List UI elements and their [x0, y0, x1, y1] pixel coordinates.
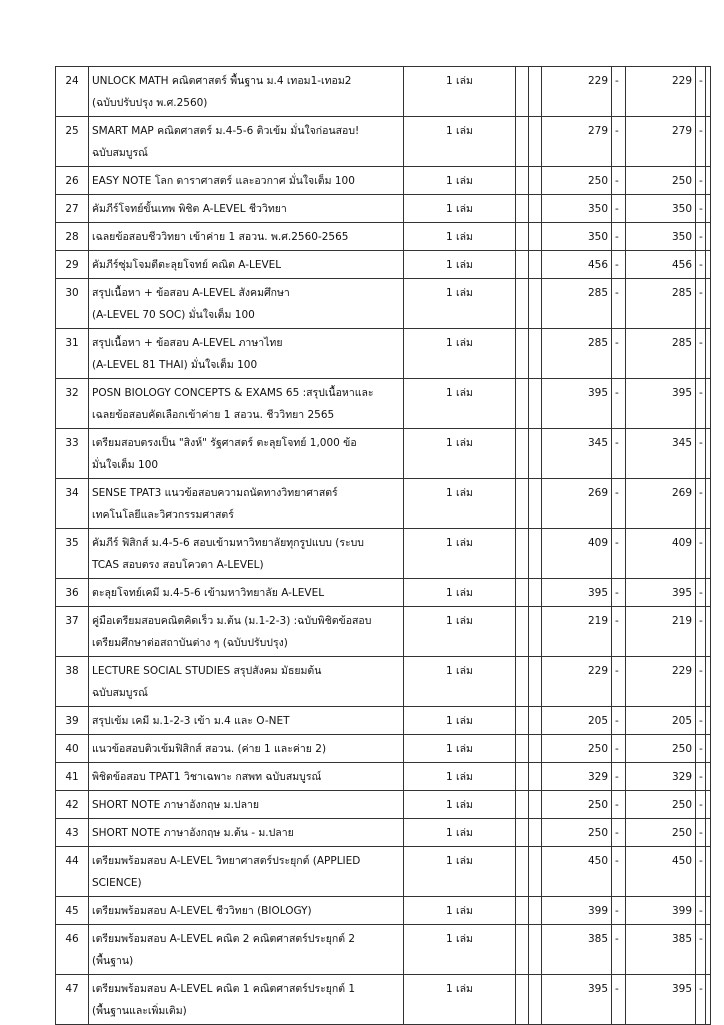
- total-price: 205: [626, 707, 696, 735]
- item-number: 44: [56, 847, 89, 897]
- total-price-dash: -: [696, 707, 706, 735]
- empty-cell: [516, 195, 529, 223]
- table-row: [56, 819, 711, 847]
- empty-cell: [529, 607, 542, 657]
- empty-cell: [529, 167, 542, 195]
- empty-cell: [529, 819, 542, 847]
- empty-cell: [529, 735, 542, 763]
- table-row: [56, 763, 711, 791]
- item-number: 45: [56, 897, 89, 925]
- unit-price: 205: [542, 707, 612, 735]
- item-number: 28: [56, 223, 89, 251]
- book-title: เตรียมพร้อมสอบ A-LEVEL คณิต 1 คณิตศาสตร์ประยุกต์ 1 (พื้นฐานและเพิ่มเติม): [89, 975, 404, 1025]
- book-title: เฉลยข้อสอบชีววิทยา เข้าค่าย 1 สอวน. พ.ศ.2560-2565: [89, 223, 404, 251]
- total-price-dash: -: [696, 223, 706, 251]
- item-number: 35: [56, 529, 89, 579]
- empty-cell: [516, 223, 529, 251]
- empty-cell: [706, 657, 711, 707]
- book-title: EASY NOTE โลก ดาราศาสตร์ และอวกาศ มั่นใจเต็ม 100: [89, 167, 404, 195]
- empty-cell: [516, 117, 529, 167]
- table-row: [56, 529, 711, 579]
- unit-price: 350: [542, 195, 612, 223]
- table-row: [56, 791, 711, 819]
- item-number: 25: [56, 117, 89, 167]
- total-price-dash: -: [696, 251, 706, 279]
- empty-cell: [529, 279, 542, 329]
- table-row: [56, 117, 711, 167]
- unit-price: 285: [542, 279, 612, 329]
- total-price: 285: [626, 279, 696, 329]
- total-price-dash: -: [696, 529, 706, 579]
- unit-price-dash: -: [612, 223, 626, 251]
- item-number: 46: [56, 925, 89, 975]
- quantity: 1 เล่ม: [404, 657, 516, 707]
- total-price-dash: -: [696, 735, 706, 763]
- item-number: 30: [56, 279, 89, 329]
- empty-cell: [529, 657, 542, 707]
- total-price-dash: -: [696, 791, 706, 819]
- empty-cell: [529, 975, 542, 1025]
- quantity: 1 เล่ม: [404, 847, 516, 897]
- quantity: 1 เล่ม: [404, 763, 516, 791]
- book-title: LECTURE SOCIAL STUDIES สรุปสังคม มัธยมต้น ฉบับสมบูรณ์: [89, 657, 404, 707]
- total-price: 250: [626, 167, 696, 195]
- book-title: คัมภีร์ซุ่มโจมตีตะลุยโจทย์ คณิต A-LEVEL: [89, 251, 404, 279]
- quantity: 1 เล่ม: [404, 579, 516, 607]
- total-price-dash: -: [696, 925, 706, 975]
- table-row: [56, 329, 711, 379]
- empty-cell: [516, 657, 529, 707]
- total-price-dash: -: [696, 579, 706, 607]
- unit-price-dash: -: [612, 579, 626, 607]
- empty-cell: [706, 975, 711, 1025]
- unit-price-dash: -: [612, 529, 626, 579]
- quantity: 1 เล่ม: [404, 529, 516, 579]
- unit-price-dash: -: [612, 847, 626, 897]
- empty-cell: [529, 117, 542, 167]
- unit-price: 250: [542, 791, 612, 819]
- empty-cell: [706, 223, 711, 251]
- unit-price: 350: [542, 223, 612, 251]
- empty-cell: [516, 791, 529, 819]
- empty-cell: [706, 897, 711, 925]
- unit-price-dash: -: [612, 279, 626, 329]
- total-price: 395: [626, 579, 696, 607]
- empty-cell: [529, 791, 542, 819]
- table-body: [56, 67, 711, 1025]
- total-price: 395: [626, 975, 696, 1025]
- empty-cell: [516, 707, 529, 735]
- quantity: 1 เล่ม: [404, 479, 516, 529]
- total-price-dash: -: [696, 167, 706, 195]
- book-title: SMART MAP คณิตศาสตร์ ม.4-5-6 ติวเข้ม มั่นใจก่อนสอบ! ฉบับสมบูรณ์: [89, 117, 404, 167]
- empty-cell: [706, 579, 711, 607]
- quantity: 1 เล่ม: [404, 251, 516, 279]
- item-number: 47: [56, 975, 89, 1025]
- empty-cell: [529, 379, 542, 429]
- total-price-dash: -: [696, 975, 706, 1025]
- item-number: 41: [56, 763, 89, 791]
- item-number: 37: [56, 607, 89, 657]
- empty-cell: [706, 167, 711, 195]
- book-title: เตรียมพร้อมสอบ A-LEVEL คณิต 2 คณิตศาสตร์ประยุกต์ 2 (พื้นฐาน): [89, 925, 404, 975]
- unit-price: 399: [542, 897, 612, 925]
- unit-price-dash: -: [612, 791, 626, 819]
- quantity: 1 เล่ม: [404, 897, 516, 925]
- total-price: 409: [626, 529, 696, 579]
- empty-cell: [706, 479, 711, 529]
- total-price-dash: -: [696, 195, 706, 223]
- quantity: 1 เล่ม: [404, 791, 516, 819]
- unit-price-dash: -: [612, 429, 626, 479]
- quantity: 1 เล่ม: [404, 329, 516, 379]
- total-price: 450: [626, 847, 696, 897]
- table-row: [56, 657, 711, 707]
- item-number: 29: [56, 251, 89, 279]
- item-number: 38: [56, 657, 89, 707]
- quantity: 1 เล่ม: [404, 379, 516, 429]
- empty-cell: [516, 479, 529, 529]
- total-price: 399: [626, 897, 696, 925]
- empty-cell: [516, 819, 529, 847]
- total-price: 285: [626, 329, 696, 379]
- item-number: 33: [56, 429, 89, 479]
- table-row: [56, 379, 711, 429]
- total-price-dash: -: [696, 479, 706, 529]
- unit-price: 229: [542, 67, 612, 117]
- empty-cell: [516, 167, 529, 195]
- total-price-dash: -: [696, 763, 706, 791]
- empty-cell: [516, 975, 529, 1025]
- table-row: [56, 429, 711, 479]
- unit-price: 456: [542, 251, 612, 279]
- table-row: [56, 223, 711, 251]
- unit-price: 279: [542, 117, 612, 167]
- empty-cell: [516, 847, 529, 897]
- empty-cell: [706, 529, 711, 579]
- quantity: 1 เล่ม: [404, 67, 516, 117]
- unit-price-dash: -: [612, 975, 626, 1025]
- total-price-dash: -: [696, 897, 706, 925]
- empty-cell: [516, 735, 529, 763]
- book-title: UNLOCK MATH คณิตศาสตร์ พื้นฐาน ม.4 เทอม1-เทอม2 (ฉบับปรับปรุง พ.ศ.2560): [89, 67, 404, 117]
- unit-price-dash: -: [612, 607, 626, 657]
- table-row: [56, 251, 711, 279]
- empty-cell: [706, 847, 711, 897]
- unit-price-dash: -: [612, 819, 626, 847]
- total-price: 279: [626, 117, 696, 167]
- unit-price-dash: -: [612, 117, 626, 167]
- item-number: 40: [56, 735, 89, 763]
- table-row: [56, 279, 711, 329]
- item-number: 24: [56, 67, 89, 117]
- table-row: [56, 579, 711, 607]
- total-price-dash: -: [696, 329, 706, 379]
- item-number: 39: [56, 707, 89, 735]
- unit-price: 250: [542, 819, 612, 847]
- book-title: สรุปเนื้อหา + ข้อสอบ A-LEVEL สังคมศึกษา (A-LEVEL 70 SOC) มั่นใจเต็ม 100: [89, 279, 404, 329]
- total-price-dash: -: [696, 607, 706, 657]
- empty-cell: [706, 117, 711, 167]
- total-price-dash: -: [696, 819, 706, 847]
- table-row: [56, 925, 711, 975]
- empty-cell: [516, 579, 529, 607]
- empty-cell: [706, 819, 711, 847]
- item-number: 26: [56, 167, 89, 195]
- table-row: [56, 167, 711, 195]
- total-price-dash: -: [696, 847, 706, 897]
- quantity: 1 เล่ม: [404, 607, 516, 657]
- total-price-dash: -: [696, 379, 706, 429]
- item-number: 36: [56, 579, 89, 607]
- quantity: 1 เล่ม: [404, 925, 516, 975]
- item-number: 32: [56, 379, 89, 429]
- table-row: [56, 897, 711, 925]
- total-price: 250: [626, 735, 696, 763]
- empty-cell: [529, 529, 542, 579]
- total-price: 350: [626, 223, 696, 251]
- table-row: [56, 975, 711, 1025]
- total-price: 250: [626, 791, 696, 819]
- empty-cell: [529, 707, 542, 735]
- unit-price-dash: -: [612, 167, 626, 195]
- total-price: 250: [626, 819, 696, 847]
- quantity: 1 เล่ม: [404, 167, 516, 195]
- total-price: 350: [626, 195, 696, 223]
- empty-cell: [529, 329, 542, 379]
- book-title: POSN BIOLOGY CONCEPTS & EXAMS 65 :สรุปเนื้อหาและ เฉลยข้อสอบคัดเลือกเข้าค่าย 1 สอวน. ชีววิทยา 2565: [89, 379, 404, 429]
- quantity: 1 เล่ม: [404, 117, 516, 167]
- empty-cell: [516, 67, 529, 117]
- book-title: พิชิตข้อสอบ TPAT1 วิชาเฉพาะ กสพท ฉบับสมบูรณ์: [89, 763, 404, 791]
- empty-cell: [516, 529, 529, 579]
- empty-cell: [706, 791, 711, 819]
- item-number: 42: [56, 791, 89, 819]
- total-price: 385: [626, 925, 696, 975]
- unit-price-dash: -: [612, 707, 626, 735]
- book-title: คู่มือเตรียมสอบคณิตคิดเร็ว ม.ต้น (ม.1-2-3) :ฉบับพิชิตข้อสอบ เตรียมศึกษาต่อสถาบันต่าง ๆ (ฉบับปรับปรุง): [89, 607, 404, 657]
- empty-cell: [706, 251, 711, 279]
- unit-price: 229: [542, 657, 612, 707]
- empty-cell: [529, 579, 542, 607]
- book-title: คัมภีร์ ฟิสิกส์ ม.4-5-6 สอบเข้ามหาวิทยาลัยทุกรูปแบบ (ระบบ TCAS สอบตรง สอบโควตา A-LEVEL): [89, 529, 404, 579]
- book-title: แนวข้อสอบติวเข้มฟิสิกส์ สอวน. (ค่าย 1 และค่าย 2): [89, 735, 404, 763]
- total-price-dash: -: [696, 117, 706, 167]
- unit-price: 329: [542, 763, 612, 791]
- empty-cell: [516, 329, 529, 379]
- unit-price: 345: [542, 429, 612, 479]
- book-list-table: [55, 66, 711, 1025]
- empty-cell: [529, 429, 542, 479]
- item-number: 34: [56, 479, 89, 529]
- unit-price: 250: [542, 167, 612, 195]
- empty-cell: [516, 897, 529, 925]
- unit-price-dash: -: [612, 763, 626, 791]
- quantity: 1 เล่ม: [404, 195, 516, 223]
- book-title: เตรียมพร้อมสอบ A-LEVEL ชีววิทยา (BIOLOGY): [89, 897, 404, 925]
- empty-cell: [706, 279, 711, 329]
- empty-cell: [706, 707, 711, 735]
- empty-cell: [516, 925, 529, 975]
- unit-price-dash: -: [612, 251, 626, 279]
- table-row: [56, 607, 711, 657]
- unit-price: 395: [542, 379, 612, 429]
- book-title: เตรียมสอบตรงเป็น "สิงห์" รัฐศาสตร์ ตะลุยโจทย์ 1,000 ข้อ มั่นใจเต็ม 100: [89, 429, 404, 479]
- total-price: 329: [626, 763, 696, 791]
- unit-price: 409: [542, 529, 612, 579]
- table-row: [56, 195, 711, 223]
- quantity: 1 เล่ม: [404, 975, 516, 1025]
- empty-cell: [529, 195, 542, 223]
- empty-cell: [706, 329, 711, 379]
- quantity: 1 เล่ม: [404, 735, 516, 763]
- table-row: [56, 735, 711, 763]
- total-price: 219: [626, 607, 696, 657]
- unit-price: 250: [542, 735, 612, 763]
- unit-price-dash: -: [612, 479, 626, 529]
- unit-price-dash: -: [612, 67, 626, 117]
- empty-cell: [529, 763, 542, 791]
- empty-cell: [516, 251, 529, 279]
- quantity: 1 เล่ม: [404, 707, 516, 735]
- empty-cell: [529, 897, 542, 925]
- book-title: SHORT NOTE ภาษาอังกฤษ ม.ต้น - ม.ปลาย: [89, 819, 404, 847]
- empty-cell: [516, 607, 529, 657]
- quantity: 1 เล่ม: [404, 819, 516, 847]
- item-number: 43: [56, 819, 89, 847]
- total-price: 269: [626, 479, 696, 529]
- empty-cell: [516, 763, 529, 791]
- unit-price-dash: -: [612, 657, 626, 707]
- empty-cell: [706, 67, 711, 117]
- unit-price: 395: [542, 579, 612, 607]
- total-price-dash: -: [696, 429, 706, 479]
- book-title: SENSE TPAT3 แนวข้อสอบความถนัดทางวิทยาศาสตร์ เทคโนโลยีและวิศวกรรมศาสตร์: [89, 479, 404, 529]
- table-row: [56, 707, 711, 735]
- unit-price: 285: [542, 329, 612, 379]
- unit-price-dash: -: [612, 735, 626, 763]
- quantity: 1 เล่ม: [404, 223, 516, 251]
- empty-cell: [706, 195, 711, 223]
- unit-price: 269: [542, 479, 612, 529]
- empty-cell: [706, 607, 711, 657]
- table-row: [56, 67, 711, 117]
- unit-price-dash: -: [612, 379, 626, 429]
- total-price-dash: -: [696, 657, 706, 707]
- unit-price-dash: -: [612, 925, 626, 975]
- table-row: [56, 479, 711, 529]
- empty-cell: [706, 763, 711, 791]
- empty-cell: [529, 251, 542, 279]
- book-title: เตรียมพร้อมสอบ A-LEVEL วิทยาศาสตร์ประยุกต์ (APPLIED SCIENCE): [89, 847, 404, 897]
- book-title: ตะลุยโจทย์เคมี ม.4-5-6 เข้ามหาวิทยาลัย A-LEVEL: [89, 579, 404, 607]
- total-price: 229: [626, 657, 696, 707]
- empty-cell: [529, 67, 542, 117]
- empty-cell: [529, 223, 542, 251]
- quantity: 1 เล่ม: [404, 279, 516, 329]
- empty-cell: [529, 925, 542, 975]
- total-price: 345: [626, 429, 696, 479]
- empty-cell: [516, 279, 529, 329]
- empty-cell: [529, 847, 542, 897]
- unit-price: 385: [542, 925, 612, 975]
- unit-price-dash: -: [612, 195, 626, 223]
- total-price: 456: [626, 251, 696, 279]
- total-price-dash: -: [696, 279, 706, 329]
- unit-price: 219: [542, 607, 612, 657]
- empty-cell: [706, 925, 711, 975]
- empty-cell: [529, 479, 542, 529]
- total-price-dash: -: [696, 67, 706, 117]
- empty-cell: [706, 735, 711, 763]
- empty-cell: [516, 429, 529, 479]
- book-title: สรุปเข้ม เคมี ม.1-2-3 เข้า ม.4 และ O-NET: [89, 707, 404, 735]
- unit-price: 450: [542, 847, 612, 897]
- book-title: สรุปเนื้อหา + ข้อสอบ A-LEVEL ภาษาไทย (A-LEVEL 81 THAI) มั่นใจเต็ม 100: [89, 329, 404, 379]
- total-price: 395: [626, 379, 696, 429]
- unit-price-dash: -: [612, 329, 626, 379]
- total-price: 229: [626, 67, 696, 117]
- unit-price-dash: -: [612, 897, 626, 925]
- book-title: SHORT NOTE ภาษาอังกฤษ ม.ปลาย: [89, 791, 404, 819]
- empty-cell: [706, 379, 711, 429]
- empty-cell: [516, 379, 529, 429]
- empty-cell: [706, 429, 711, 479]
- table-row: [56, 847, 711, 897]
- item-number: 27: [56, 195, 89, 223]
- unit-price: 395: [542, 975, 612, 1025]
- quantity: 1 เล่ม: [404, 429, 516, 479]
- book-title: คัมภีร์โจทย์ขั้นเทพ พิชิต A-LEVEL ชีววิทยา: [89, 195, 404, 223]
- item-number: 31: [56, 329, 89, 379]
